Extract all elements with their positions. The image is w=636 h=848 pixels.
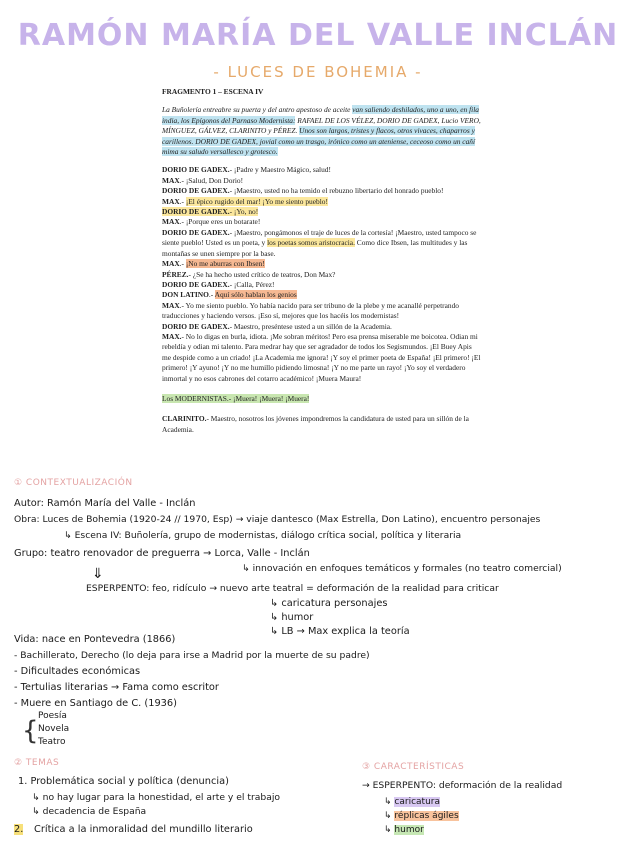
replicas-highlight: réplicas ágiles [394, 811, 459, 821]
note-tema-2-number: 2. [14, 824, 24, 835]
note-tema-1a: ↳ no hay lugar para la honestidad, el arte y el trabajo [32, 792, 281, 803]
speaker: DORIO DE GADEX. [162, 207, 230, 217]
line-highlight: los poetas somos aristocracia. [267, 238, 355, 248]
line-text: - ¿Se ha hecho usted crítico de teatros, Don Max? [188, 269, 336, 279]
intro-text: RAFAEL DE LOS VÉLEZ, DORIO DE GADEX, Lucio VERO, MÍNGUEZ, GÁLVEZ, CLARINITO y PÉREZ. [162, 115, 481, 136]
note-caracteristica-esperpento: → ESPERPENTO: deformación de la realidad [362, 780, 563, 791]
note-genero-teatro: Teatro [38, 737, 66, 747]
note-tema-2: Crítica a la inmoralidad del mundillo literario [34, 824, 253, 835]
speaker: MAX [162, 259, 180, 269]
page-title: RAMÓN MARÍA DEL VALLE INCLÁN [17, 18, 619, 53]
speaker: PÉREZ. [162, 269, 189, 279]
line-text: - ¡Padre y Maestro Mágico, salud! [229, 165, 331, 175]
line-text: - No lo digas en burla, idiota. ¡Me sobran méritos! Pero esa prensa miserable me boicotea. Odian mi rebeldía y odian mi talento. Para medrar hay que ser agradador de todos los Segismundos. ¡El Buey Apis me despide como a un criado! ¡La Academia me ignora! ¡Y soy el primer poeta de España! ¡El primero! ¡El primero! ¡Y ayuno! ¡Y no me humillo pidiendo limosna! ¡Y no me parte un rayo! ¡Yo soy el verdadero inmortal y no esos cabrones del cotarro académico! ¡Muera Maura! [162, 331, 481, 383]
caricatura-highlight: caricatura [394, 797, 440, 807]
note-esperpento-humor: ↳ humor [270, 612, 314, 623]
line-text: .- ¡Salud, Don Dorio! [179, 175, 244, 185]
speaker: DORIO DE GADEX. [162, 165, 230, 175]
line-highlight: Aquí sólo hablan los genios [214, 290, 297, 300]
note-esperpento-teoria: ↳ LB → Max explica la teoría [270, 626, 410, 637]
line-text: .- ¡Porque eres un botarate! [179, 217, 261, 227]
speaker: DORIO DE GADEX. [162, 279, 230, 289]
note-esperpento: ESPERPENTO: feo, ridículo → nuevo arte teatral = deformación de la realidad para criticar [86, 583, 499, 594]
line-text: .- [179, 196, 186, 206]
intro-highlight: Unos son largos, tristes y flacos, otros vivaces, chaparros y carillenos. [162, 126, 475, 146]
speaker: DORIO DE GADEX. [162, 186, 230, 196]
note-genero-poesia: Poesía [38, 711, 67, 721]
line-text: .- Yo me siento pueblo. Yo había nacido para ser tribuno de la plebe y me acanallé perpetrando traducciones y haciendo versos. ¡Eso sí, mejores que los hacéis los modernistas! [162, 300, 459, 321]
intro-highlight: jovial como un trasgo, irónico como un ateniense, ceceoso como un cañí mima su saludo versallesco y grotesco. [162, 136, 476, 157]
down-arrow-icon: ⇓ [92, 566, 104, 582]
note-vida-tertulias: - Tertulias literarias → Fama como escritor [14, 682, 219, 693]
humor-highlight: humor [394, 825, 424, 835]
line-text: - Maestro, nosotros los jóvenes impondremos la candidatura de usted para un sillón de la Academia. [162, 414, 469, 434]
line-text: - ¡Maestro, pongámonos el traje de luces de la cortesía! ¡Maestro, usted tampoco se siente pueblo! Usted es un poeta, y [162, 227, 477, 248]
line-text: .- [208, 290, 215, 300]
line-highlight: ¡El épico rugido del mar! ¡Yo me siento pueblo! [185, 196, 328, 206]
note-tema-1b: ↳ decadencia de España [32, 806, 147, 817]
note-escena: ↳ Escena IV: Buñolería, grupo de modernistas, diálogo crítica social, política y literaria [64, 530, 462, 541]
fragment-heading: FRAGMENTO 1 – ESCENA IV [162, 87, 264, 96]
speaker: DORIO DE GADEX. [162, 321, 230, 331]
line-highlight: - ¡Yo, no! [229, 207, 259, 217]
line-text: Como dice Ibsen, las multitudes y las montañas se unen siempre por la base. [162, 238, 468, 258]
speaker: MAX [162, 196, 180, 206]
note-autor: Autor: Ramón María del Valle - Inclán [14, 498, 196, 509]
note-vida-estudios: - Bachillerato, Derecho (lo deja para irse a Madrid por la muerte de su padre) [14, 650, 370, 661]
section-caracteristicas: ③ CARACTERÍSTICAS [362, 762, 465, 772]
line-text: - Maestro, preséntese usted a un sillón de la Academia. [229, 321, 392, 331]
note-obra: Obra: Luces de Bohemia (1920-24 // 1970, Esp) → viaje dantesco (Max Estrella, Don Latino), encuentro personajes [14, 514, 541, 525]
speaker: MAX [162, 300, 180, 310]
note-genero-novela: Novela [38, 724, 70, 734]
speaker: CLARINITO. [162, 414, 207, 424]
speaker: DORIO DE GADEX. [162, 227, 230, 237]
line-text: - ¡Calla, Pérez! [229, 279, 275, 289]
note-caracteristica-caricatura: ↳ caricatura [384, 797, 440, 807]
section-temas: ② TEMAS [14, 758, 60, 768]
line-text: .- [179, 259, 186, 269]
note-vida-economia: - Dificultades económicas [14, 666, 141, 677]
note-caracteristica-replicas: ↳ réplicas ágiles [384, 811, 459, 821]
intro-text: La Buñolería entreabre su puerta y del antro apestoso de aceite [162, 105, 353, 115]
speaker: DON LATINO [162, 290, 209, 300]
intro-highlight: DORIO DE GADEX, [193, 136, 260, 146]
note-tema-1: 1. Problemática social y política (denuncia) [18, 776, 229, 787]
line-highlight: Los MODERNISTAS.- ¡Muera! ¡Muera! ¡Muera! [162, 393, 310, 403]
speaker: MAX [162, 217, 180, 227]
page-subtitle: - LUCES DE BOHEMIA - [213, 63, 423, 81]
note-grupo: Grupo: teatro renovador de preguerra → Lorca, Valle - Inclán [14, 548, 310, 559]
line-highlight: ¡No me aburras con Ibsen! [185, 259, 265, 269]
speaker: MAX [162, 175, 180, 185]
section-contextualizacion: ① CONTEXTUALIZACIÓN [14, 478, 133, 488]
speaker: MAX. [162, 331, 182, 341]
note-caracteristica-humor: ↳ humor [384, 825, 424, 835]
line-text: - ¡Maestro, usted no ha temido el rebuzno libertario del honrado pueblo! [229, 186, 444, 196]
note-vida: Vida: nace en Pontevedra (1866) [14, 634, 176, 645]
note-esperpento-caricatura: ↳ caricatura personajes [270, 598, 388, 609]
note-grupo-innovacion: ↳ innovación en enfoques temáticos y formales (no teatro comercial) [242, 563, 562, 574]
intro-highlight: van saliendo deshilados, uno a uno, en fila india, los Epígonos del Parnaso Modernista: [162, 105, 479, 125]
brace-icon: { [22, 716, 39, 746]
note-vida-muerte: - Muere en Santiago de C. (1936) [14, 698, 177, 709]
